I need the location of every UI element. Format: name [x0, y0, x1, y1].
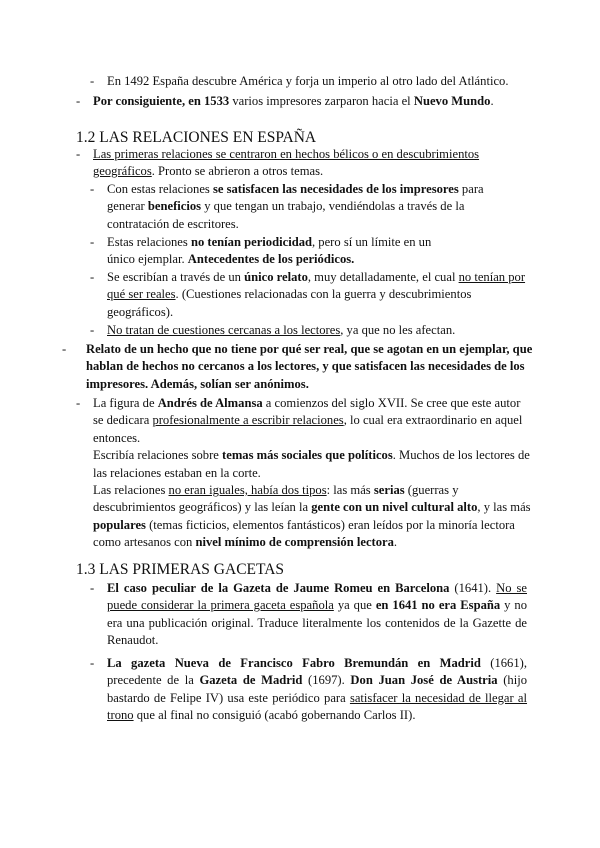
- bullet-dash: -: [62, 342, 67, 356]
- bullet-dash: -: [90, 581, 95, 595]
- relaciones-satisfy-printers: Con estas relaciones se satisfacen las necesidades de los impresores para generar beneficios y que tengan un trabajo, vendiéndolas a través de la contratación de escritores.: [107, 182, 484, 231]
- gazeta-jaume-romeu: El caso peculiar de la Gazeta de Jaume Romeu en Barcelona (1641). No se puede considerar la primera gaceta española ya que en 1641 no era España y no era una publicación original. Traduce literalmente los contenidos de la Gazette de Renaudot.: [107, 581, 528, 648]
- bullet-dash: -: [90, 323, 95, 337]
- bullet-dash: -: [90, 656, 95, 670]
- bullet-dash: -: [76, 147, 81, 161]
- bullet-dash: -: [90, 182, 95, 196]
- intro-item-1436: En 1492 España descubre América y forja un imperio al otro lado del Atlántico.: [107, 74, 509, 88]
- relaciones-no-periodicity: Estas relaciones no tenían periodicidad, pero sí un límite en un único ejemplar. Antecedentes de los periódicos.: [107, 235, 432, 267]
- section-heading-1-3: 1.3 LAS PRIMERAS GACETAS: [76, 561, 285, 578]
- relaciones-single-story: Se escribían a través de un único relato, muy detalladamente, el cual no tenían por qué ser reales. (Cuestiones relacionadas con la guerra y descubrimientos geográficos).: [107, 270, 526, 319]
- relaciones-not-close: No tratan de cuestiones cercanas a los lectores, ya que no les afectan.: [107, 323, 456, 337]
- gazeta-nueva-fabro: La gazeta Nueva de Francisco Fabro Bremundán en Madrid (1661), precedente de la Gazeta de Madrid (1697). Don Juan José de Austria (hijo bastardo de Felipe IV) usa este periódico para satisfacer la necesidad de llegar al trono que al final no consiguió (acabó gobernando Carlos II).: [107, 656, 528, 723]
- andres-de-almansa-paragraph: La figura de Andrés de Almansa a comienzos del siglo XVII. Se cree que este autor se dedicara profesionalmente a escribir relaciones, lo cual era extraordinario en aquel entonces. Escribía relaciones sobre temas más sociales que políticos. Muchos de los lectores de las relaciones estaban en la corte. Las relaciones no eran iguales, había dos tipos: las más serias (guerras y descubrimientos geográficos) y las leían la gente con un nivel cultural alto, y las más populares (temas ficticios, elementos fantásticos) eran leídos por la minoría lectora como artesanos con nivel mínimo de comprensión lectora.: [93, 396, 531, 550]
- intro-item-1533: Por consiguiente, en 1533 varios impresores zarparon hacia el Nuevo Mundo.: [93, 94, 494, 108]
- bullet-dash: -: [76, 94, 81, 108]
- bullet-dash: -: [90, 74, 95, 88]
- bullet-dash: -: [76, 396, 81, 410]
- section-heading-1-2: 1.2 LAS RELACIONES EN ESPAÑA: [76, 129, 317, 146]
- relaciones-first-topics: Las primeras relaciones se centraron en hechos bélicos o en descubrimientos geográficos. Pronto se abrieron a otros temas.: [93, 147, 480, 179]
- relacion-definition-summary: Relato de un hecho que no tiene por qué ser real, que se agotan en un ejemplar, que hablan de hechos no cercanos a los lectores, y que satisfacen las necesidades de los impresores. Además, solían ser anónimos.: [86, 342, 533, 391]
- bullet-dash: -: [90, 235, 95, 249]
- bullet-dash: -: [90, 270, 95, 284]
